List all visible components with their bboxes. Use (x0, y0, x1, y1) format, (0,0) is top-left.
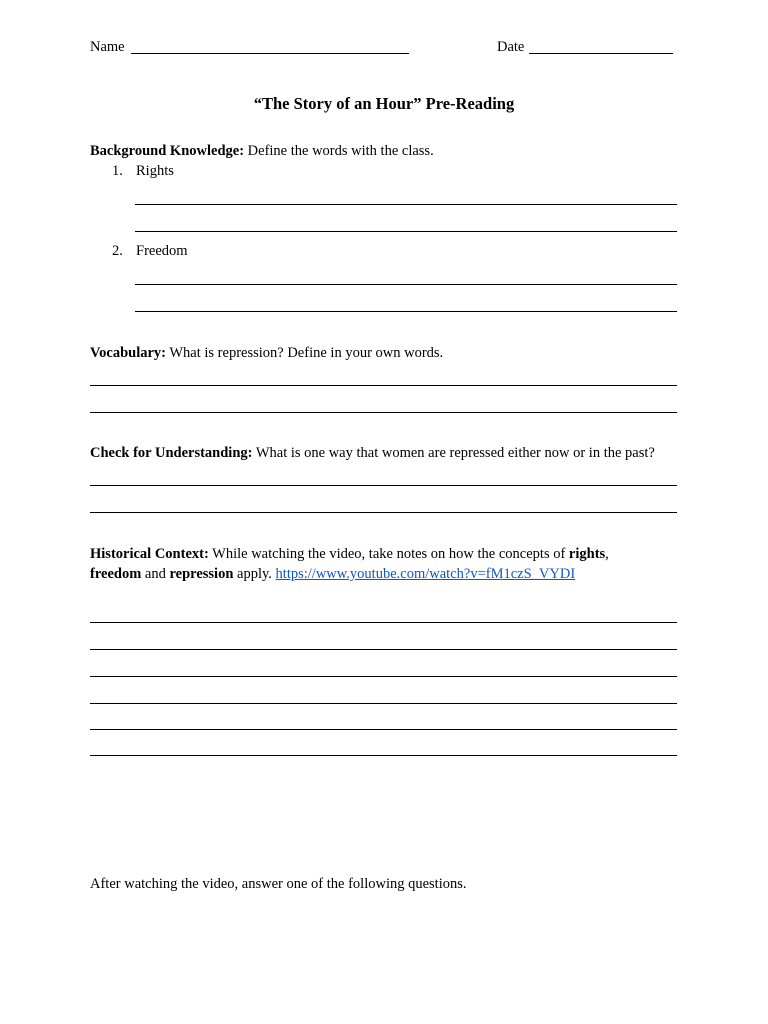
answer-line[interactable] (90, 703, 677, 704)
answer-line[interactable] (90, 385, 677, 386)
list-item (112, 162, 174, 180)
check-prompt: What is one way that women are repressed either now or in the past? (252, 445, 655, 461)
historical-label: Historical Context: (90, 546, 209, 562)
background-prompt: Define the words with the class. (244, 143, 434, 159)
name-label: Name (90, 39, 125, 55)
answer-line[interactable] (90, 622, 677, 623)
list-item-number: 2. (112, 243, 123, 259)
term-repression: repression (169, 566, 234, 582)
name-line[interactable] (131, 53, 409, 54)
answer-line[interactable] (135, 311, 677, 312)
answer-line[interactable] (90, 729, 677, 730)
list-item-word: Freedom (136, 243, 188, 259)
vocabulary-label: Vocabulary: (90, 345, 166, 361)
answer-line[interactable] (135, 231, 677, 232)
historical-section-heading (90, 545, 609, 563)
page-title: “The Story of an Hour” Pre-Reading (253, 94, 515, 113)
vocabulary-prompt: What is repression? Define in your own words. (166, 345, 444, 361)
historical-prompt: While watching the video, take notes on how the concepts of (208, 546, 569, 562)
check-label: Check for Understanding: (90, 445, 253, 461)
answer-line[interactable] (90, 649, 677, 650)
vocabulary-section-heading (90, 344, 443, 362)
answer-line[interactable] (90, 676, 677, 677)
answer-line[interactable] (90, 485, 677, 486)
check-section-heading (90, 444, 655, 462)
date-label: Date (497, 39, 525, 55)
list-item (112, 242, 188, 260)
term-freedom: freedom (90, 566, 142, 582)
video-link[interactable]: https://www.youtube.com/watch?v=fM1czS_VYDI (275, 566, 576, 582)
background-label: Background Knowledge: (90, 143, 245, 159)
answer-line[interactable] (135, 204, 677, 205)
date-line[interactable] (529, 53, 673, 54)
answer-line[interactable] (90, 755, 677, 756)
answer-line[interactable] (135, 284, 677, 285)
historical-section-line2 (90, 565, 575, 583)
comma: , (605, 546, 609, 562)
apply-text: apply. (233, 566, 276, 582)
list-item-number: 1. (112, 163, 123, 179)
answer-line[interactable] (90, 412, 677, 413)
background-section-heading (90, 142, 434, 160)
term-rights: rights (568, 546, 606, 562)
list-item-word: Rights (136, 163, 174, 179)
after-video-instruction: After watching the video, answer one of the following questions. (90, 876, 467, 892)
answer-line[interactable] (90, 512, 677, 513)
and-text: and (141, 566, 170, 582)
